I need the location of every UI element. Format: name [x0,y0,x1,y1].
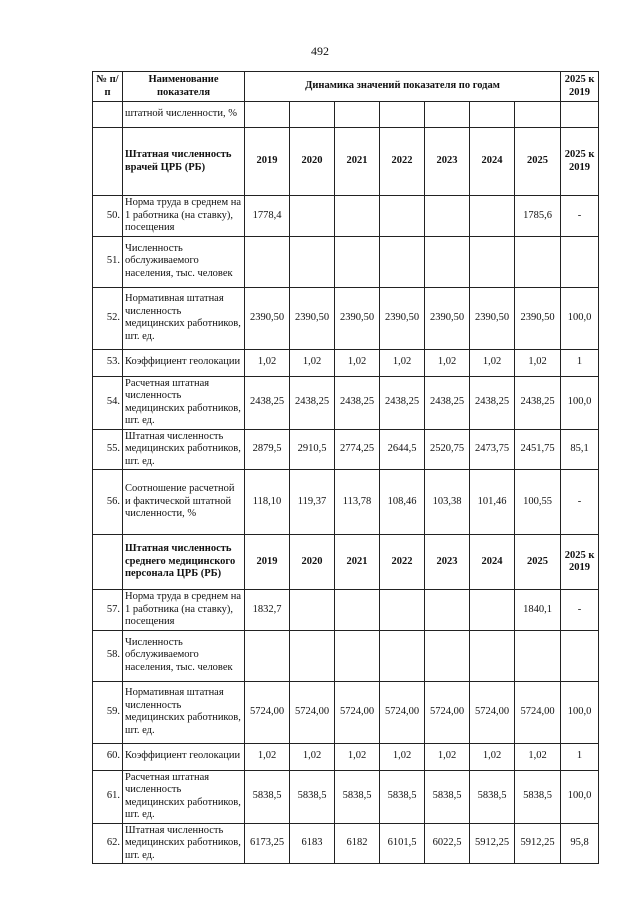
row-name: Расчетная штатная численность медицинских работников, шт. ед. [123,376,245,429]
year-header: 2022 [380,128,425,196]
row-value: 113,78 [335,470,380,535]
header-name: Наименование показателя [123,72,245,102]
row-value [380,590,425,631]
row-ratio: 1 [561,743,599,770]
row-value: 1,02 [335,743,380,770]
row-value: 1,02 [245,349,290,376]
year-header: 2023 [425,128,470,196]
row-value: 2451,75 [515,429,561,470]
row-value: 1,02 [425,743,470,770]
row-value: 2438,25 [335,376,380,429]
row-value: 2438,25 [515,376,561,429]
row-value: 100,55 [515,470,561,535]
row-value: 118,10 [245,470,290,535]
year-header: 2020 [290,128,335,196]
row-value: 5724,00 [290,681,335,743]
row-value: 1,02 [470,743,515,770]
row-value: 2438,25 [245,376,290,429]
row-value: 5724,00 [380,681,425,743]
year-header: 2024 [470,128,515,196]
table-row [93,470,599,535]
row-value: 1,02 [245,743,290,770]
row-value [245,236,290,287]
row-value [425,196,470,237]
row-value: 1785,6 [515,196,561,237]
row-ratio: - [561,196,599,237]
table-row [93,590,599,631]
row-number: 53. [93,349,123,376]
row-value: 2390,50 [470,287,515,349]
row-value [470,630,515,681]
row-value: 1,02 [380,743,425,770]
row-value: 5838,5 [470,770,515,823]
row-name: Коэффициент геолокации [123,349,245,376]
row-number: 62. [93,823,123,864]
row-name: Штатная численность медицинских работников, шт. ед. [123,429,245,470]
table-row [93,196,599,237]
header-dynamics: Динамика значений показателя по годам [245,72,561,102]
row-value [380,196,425,237]
row-value [380,630,425,681]
section-header-row [93,128,599,196]
row-ratio: - [561,590,599,631]
indicators-table [92,71,599,864]
row-value: 5912,25 [470,823,515,864]
table-row [93,681,599,743]
row-value [425,630,470,681]
row-value [290,590,335,631]
row-value: 1840,1 [515,590,561,631]
row-value: 6173,25 [245,823,290,864]
row-value: 108,46 [380,470,425,535]
row-value [335,196,380,237]
page-number: 492 [311,44,329,58]
row-value [335,590,380,631]
row-value: 1,02 [470,349,515,376]
row-value: 2390,50 [245,287,290,349]
row-value: 2879,5 [245,429,290,470]
row-value: 119,37 [290,470,335,535]
year-header: 2019 [245,128,290,196]
year-header: 2023 [425,535,470,590]
row-name: Численность обслуживаемого населения, тыс. человек [123,236,245,287]
table-row [93,429,599,470]
row-value [335,236,380,287]
table-row [93,236,599,287]
row-value: 1,02 [380,349,425,376]
row-number: 52. [93,287,123,349]
row-number: 56. [93,470,123,535]
row-value: 2520,75 [425,429,470,470]
table-row [93,630,599,681]
row-value [290,236,335,287]
row-value [470,590,515,631]
row-value: 6182 [335,823,380,864]
row-number: 54. [93,376,123,429]
row-value: 1778,4 [245,196,290,237]
row-value: 2910,5 [290,429,335,470]
row-value [290,630,335,681]
row-value [470,196,515,237]
ratio-header: 2025 к 2019 [561,128,599,196]
row-value: 5912,25 [515,823,561,864]
header-num: № п/п [93,72,123,102]
row-name: Численность обслуживаемого населения, тыс. человек [123,630,245,681]
row-value: 6101,5 [380,823,425,864]
year-header: 2025 [515,128,561,196]
row-value [245,630,290,681]
row-value: 2390,50 [425,287,470,349]
year-header: 2020 [290,535,335,590]
year-header: 2021 [335,535,380,590]
row-value: 2438,25 [380,376,425,429]
year-header: 2022 [380,535,425,590]
section-empty-cell [93,535,123,590]
continuation-text: штатной численности, % [123,102,245,128]
row-value: 1,02 [290,743,335,770]
row-value: 1,02 [515,743,561,770]
row-name: Соотношение расчетной и фактической штатной численности, % [123,470,245,535]
row-ratio: 100,0 [561,287,599,349]
row-value: 5838,5 [380,770,425,823]
row-value: 5838,5 [245,770,290,823]
section-empty-cell [93,128,123,196]
row-ratio: - [561,470,599,535]
row-ratio: 1 [561,349,599,376]
table-row [93,376,599,429]
year-header: 2025 [515,535,561,590]
table-row [93,770,599,823]
row-value [425,236,470,287]
row-value: 2390,50 [380,287,425,349]
row-value [515,630,561,681]
row-number: 61. [93,770,123,823]
row-value: 2438,25 [290,376,335,429]
row-value: 2390,50 [515,287,561,349]
row-value: 101,46 [470,470,515,535]
row-ratio: 100,0 [561,376,599,429]
row-value: 5724,00 [515,681,561,743]
row-ratio: 100,0 [561,681,599,743]
row-value [335,630,380,681]
table-row [93,823,599,864]
row-value: 6183 [290,823,335,864]
row-value: 2473,75 [470,429,515,470]
row-name: Нормативная штатная численность медицинских работников, шт. ед. [123,287,245,349]
row-ratio: 100,0 [561,770,599,823]
row-name: Норма труда в среднем на 1 работника (на ставку), посещения [123,590,245,631]
row-ratio: 95,8 [561,823,599,864]
row-value: 1,02 [290,349,335,376]
row-value: 1,02 [425,349,470,376]
row-number: 58. [93,630,123,681]
row-value: 5724,00 [335,681,380,743]
year-header: 2024 [470,535,515,590]
row-value: 5724,00 [470,681,515,743]
section-title: Штатная численность среднего медицинского персонала ЦРБ (РБ) [123,535,245,590]
row-value: 2774,25 [335,429,380,470]
section-header-row [93,535,599,590]
row-value: 2390,50 [290,287,335,349]
row-value [380,236,425,287]
year-header: 2019 [245,535,290,590]
row-value: 1832,7 [245,590,290,631]
row-name: Штатная численность медицинских работников, шт. ед. [123,823,245,864]
row-value: 1,02 [515,349,561,376]
row-value: 103,38 [425,470,470,535]
row-ratio [561,630,599,681]
row-ratio [561,236,599,287]
row-value [515,236,561,287]
header-ratio: 2025 к 2019 [561,72,599,102]
row-value: 2390,50 [335,287,380,349]
table-row [93,349,599,376]
row-number: 60. [93,743,123,770]
row-number: 55. [93,429,123,470]
row-number: 57. [93,590,123,631]
row-value: 5838,5 [335,770,380,823]
ratio-header: 2025 к 2019 [561,535,599,590]
row-value: 5724,00 [245,681,290,743]
row-value: 2438,25 [425,376,470,429]
continuation-row [93,102,599,128]
row-value: 5838,5 [515,770,561,823]
row-value [425,590,470,631]
row-value: 5838,5 [290,770,335,823]
table-body [93,102,599,864]
row-ratio: 85,1 [561,429,599,470]
row-name: Расчетная штатная численность медицинских работников, шт. ед. [123,770,245,823]
table-row [93,287,599,349]
row-value: 6022,5 [425,823,470,864]
row-value [290,196,335,237]
table-row [93,743,599,770]
row-name: Коэффициент геолокации [123,743,245,770]
row-value: 5724,00 [425,681,470,743]
row-number: 50. [93,196,123,237]
row-value: 2438,25 [470,376,515,429]
row-value: 2644,5 [380,429,425,470]
row-number: 59. [93,681,123,743]
row-value [470,236,515,287]
row-value: 5838,5 [425,770,470,823]
row-name: Нормативная штатная численность медицинских работников, шт. ед. [123,681,245,743]
row-name: Норма труда в среднем на 1 работника (на ставку), посещения [123,196,245,237]
row-number: 51. [93,236,123,287]
year-header: 2021 [335,128,380,196]
row-value: 1,02 [335,349,380,376]
section-title: Штатная численность врачей ЦРБ (РБ) [123,128,245,196]
